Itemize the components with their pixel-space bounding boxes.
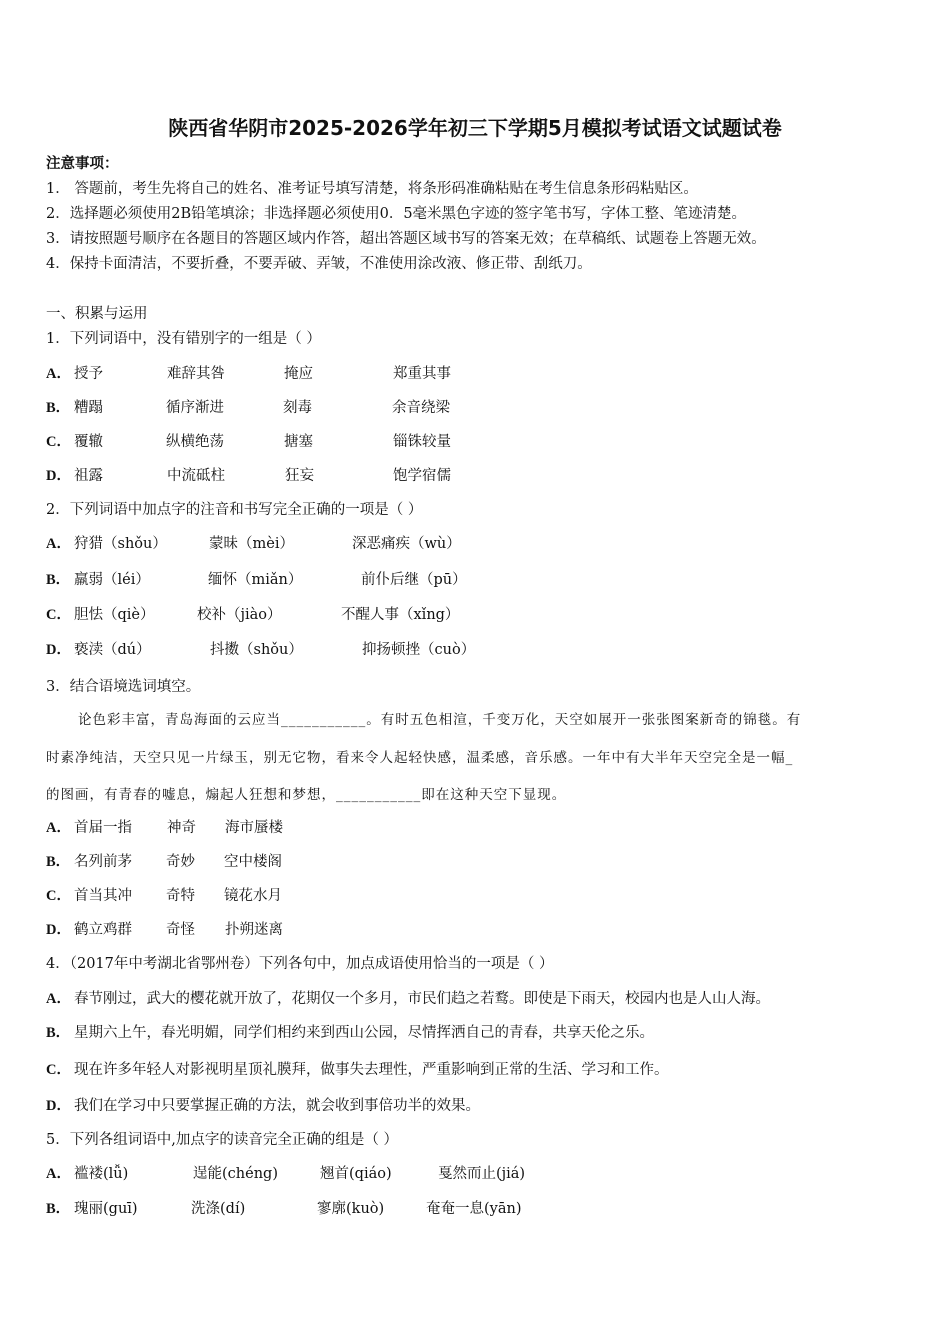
option-label: B． bbox=[46, 572, 71, 588]
option-word: 刻毒 bbox=[283, 400, 312, 416]
notice-item: 1． 答题前，考生先将自己的姓名、准考证号填写清楚，将条形码准确粘贴在考生信息条形码粘贴区。 bbox=[46, 181, 698, 197]
option-word: 抖擞（shǒu） bbox=[210, 642, 303, 658]
option-word: 褴褛(lǚ) bbox=[74, 1166, 129, 1182]
option-word: 名列前茅 bbox=[74, 854, 132, 870]
notice-heading: 注意事项： bbox=[46, 155, 119, 172]
option-text: 星期六上午，春光明媚，同学们相约来到西山公园，尽情挥洒自己的青春，共享天伦之乐。 bbox=[74, 1025, 654, 1041]
option-word: 掩应 bbox=[284, 366, 313, 382]
option-word: 狂妄 bbox=[285, 468, 314, 484]
option-text: 现在许多年轻人对影视明星顶礼膜拜，做事失去理性，严重影响到正常的生活、学习和工作。 bbox=[74, 1062, 669, 1078]
option-text: 我们在学习中只要掌握正确的方法，就会收到事倍功半的效果。 bbox=[74, 1098, 480, 1114]
option-word: 余音绕梁 bbox=[392, 400, 450, 416]
option-word: 不醒人事（xǐng） bbox=[341, 607, 460, 623]
question-3-stem: 3．结合语境选词填空。 bbox=[46, 679, 201, 695]
option-label: B． bbox=[46, 1025, 71, 1041]
option-label: B． bbox=[46, 854, 71, 870]
option-label: C． bbox=[46, 888, 71, 904]
option-word: 缅怀（miǎn） bbox=[208, 572, 303, 588]
option-word: 洗涤(dí) bbox=[191, 1201, 246, 1217]
option-word: 奄奄一息(yān) bbox=[426, 1201, 522, 1217]
option-text: 春节刚过，武大的樱花就开放了，花期仅一个多月，市民们趋之若鹜。即使是下雨天，校园内也是人山人海。 bbox=[74, 991, 770, 1007]
option-word: 胆怯（qiè） bbox=[74, 607, 155, 623]
option-word: 覆辙 bbox=[74, 434, 103, 450]
option-word: 奇怪 bbox=[166, 922, 195, 938]
option-word: 戛然而止(jiá) bbox=[438, 1166, 526, 1182]
question-1-stem: 1．下列词语中，没有错别字的一组是（ ） bbox=[46, 331, 321, 347]
q3-passage-line: 的图画，有青春的嘘息，煽起人狂想和梦想，___________即在这种天空下显现。 bbox=[46, 787, 567, 803]
option-word: 锱铢较量 bbox=[393, 434, 451, 450]
page-title: 陕西省华阴市2025-2026学年初三下学期5月模拟考试语文试题试卷 bbox=[168, 116, 782, 140]
option-word: 饱学宿儒 bbox=[393, 468, 451, 484]
option-word: 搪塞 bbox=[284, 434, 313, 450]
option-word: 镜花水月 bbox=[224, 888, 282, 904]
option-label: A． bbox=[46, 991, 71, 1007]
option-word: 首届一指 bbox=[74, 820, 132, 836]
option-word: 瑰丽(guī) bbox=[74, 1201, 138, 1217]
option-label: B． bbox=[46, 1201, 71, 1217]
notice-item: 3．请按照题号顺序在各题目的答题区域内作答，超出答题区域书写的答案无效；在草稿纸、试题卷上答题无效。 bbox=[46, 231, 766, 247]
option-word: 授予 bbox=[74, 366, 103, 382]
option-label: D． bbox=[46, 922, 71, 938]
question-2-stem: 2．下列词语中加点字的注音和书写完全正确的一项是（ ） bbox=[46, 502, 423, 518]
notice-item: 2．选择题必须使用2B铅笔填涂；非选择题必须使用0．5毫米黑色字迹的签字笔书写，字体工整、笔迹清楚。 bbox=[46, 206, 747, 222]
question-5-stem: 5．下列各组词语中,加点字的读音完全正确的组是（ ） bbox=[46, 1132, 398, 1148]
section-heading: 一、积累与运用 bbox=[46, 306, 148, 322]
option-label: C． bbox=[46, 434, 71, 450]
option-word: 奇妙 bbox=[166, 854, 195, 870]
option-word: 蒙昧（mèi） bbox=[209, 536, 294, 552]
option-word: 奇特 bbox=[166, 888, 195, 904]
option-word: 神奇 bbox=[167, 820, 196, 836]
option-word: 空中楼阁 bbox=[224, 854, 282, 870]
option-word: 鹤立鸡群 bbox=[74, 922, 132, 938]
option-word: 羸弱（léi） bbox=[74, 572, 150, 588]
option-word: 亵渎（dú） bbox=[74, 642, 151, 658]
option-label: A． bbox=[46, 536, 71, 552]
option-label: A． bbox=[46, 820, 71, 836]
option-word: 首当其冲 bbox=[74, 888, 132, 904]
option-word: 寥廓(kuò) bbox=[317, 1201, 385, 1217]
q3-passage-line: 论色彩丰富，青岛海面的云应当___________。有时五色相渲，千变万化，天空如展开一张张图案新奇的锦毯。有 bbox=[78, 712, 802, 728]
option-label: D． bbox=[46, 1098, 71, 1114]
option-word: 前仆后继（pū） bbox=[361, 572, 467, 588]
q3-passage-line: 时素净纯洁，天空只见一片绿玉，别无它物，看来令人起轻快感，温柔感，音乐感。一年中有大半年天空完全是一幅_ bbox=[46, 750, 794, 766]
option-word: 抑扬顿挫（cuò） bbox=[362, 642, 476, 658]
option-word: 中流砥柱 bbox=[167, 468, 225, 484]
option-label: C． bbox=[46, 1062, 71, 1078]
option-label: B． bbox=[46, 400, 71, 416]
option-word: 循序渐进 bbox=[166, 400, 224, 416]
option-word: 深恶痛疾（wù） bbox=[352, 536, 461, 552]
option-label: D． bbox=[46, 642, 71, 658]
option-word: 糟蹋 bbox=[74, 400, 103, 416]
option-word: 祖露 bbox=[74, 468, 103, 484]
option-word: 翘首(qiáo) bbox=[320, 1166, 392, 1182]
question-4-stem: 4．（2017年中考湖北省鄂州卷）下列各句中，加点成语使用恰当的一项是（ ） bbox=[46, 956, 554, 972]
notice-item: 4．保持卡面清洁，不要折叠，不要弄破、弄皱，不准使用涂改液、修正带、刮纸刀。 bbox=[46, 256, 592, 272]
option-word: 郑重其事 bbox=[393, 366, 451, 382]
option-word: 狩猎（shǒu） bbox=[74, 536, 167, 552]
option-label: A． bbox=[46, 366, 71, 382]
option-label: A． bbox=[46, 1166, 71, 1182]
option-label: D． bbox=[46, 468, 71, 484]
option-word: 海市蜃楼 bbox=[225, 820, 283, 836]
option-word: 扑朔迷离 bbox=[225, 922, 283, 938]
option-word: 校补（jiào） bbox=[197, 607, 282, 623]
option-word: 逞能(chéng) bbox=[193, 1166, 278, 1182]
option-label: C． bbox=[46, 607, 71, 623]
option-word: 纵横绝荡 bbox=[166, 434, 224, 450]
option-word: 难辞其咎 bbox=[167, 366, 225, 382]
